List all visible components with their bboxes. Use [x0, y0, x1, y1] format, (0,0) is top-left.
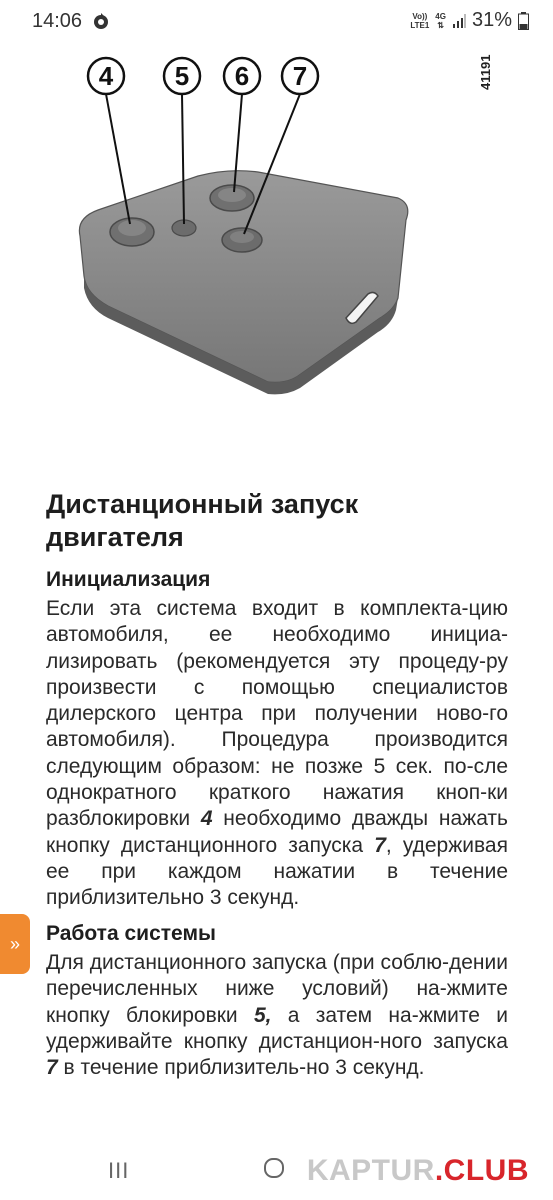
- title-line-2: двигателя: [46, 522, 184, 552]
- text-run: необходимо дважды нажать кнопку дистанционного запуска: [46, 807, 508, 857]
- status-indicators: [410, 9, 529, 32]
- button-reference: 4: [200, 807, 213, 831]
- callout-6: [224, 58, 260, 94]
- text-run: , удерживая ее при каждом нажатии в течение приблизительно 3 секунд.: [46, 833, 508, 910]
- network-type-indicator: [435, 12, 446, 30]
- recent-apps-button[interactable]: III: [108, 1158, 130, 1183]
- volte-indicator: [410, 12, 429, 30]
- section-heading-initialization: Инициализация: [46, 568, 211, 591]
- section-text-operation: [46, 950, 508, 1081]
- callout-5-label: 5: [174, 61, 190, 91]
- text-run: Для дистанционного запуска (при соблю-дении перечисленных ниже условий) на-жмите кнопку блокировки: [46, 951, 508, 1027]
- figure-reference-number: 41191: [478, 54, 493, 90]
- text-run: Если эта система входит в комплекта-цию автомобиля, ее необходимо инициа-лизировать (рекомендуется эту процеду-ру произвести с помощью специалистов дилерского центра при получении ново-го автомобиля). Процедура производится следующим образом: не позже 5 сек. по-сле однократного краткого нажатия кноп-ки разблокировки: [46, 597, 508, 831]
- network-type: 4G: [435, 11, 446, 21]
- volte-bottom: LTE1: [410, 20, 430, 30]
- signal-icon: [452, 14, 466, 28]
- text-run: а затем на-жмите и удерживайте кнопку дистанцион-ного запуска: [46, 1003, 508, 1053]
- button-reference: 7: [46, 1056, 58, 1080]
- callout-4-label: 4: [98, 61, 114, 91]
- callout-5: [164, 58, 200, 94]
- double-chevron-icon: »: [9, 933, 20, 954]
- app-notification-icon: [92, 12, 110, 30]
- volte-top: Vo)): [412, 11, 428, 21]
- callout-4: [88, 58, 124, 94]
- navigation-bar: [0, 1140, 553, 1200]
- callout-6-label: 6: [234, 61, 250, 91]
- battery-icon: [518, 12, 529, 30]
- data-arrows-icon: ⇅: [437, 20, 444, 30]
- section-heading-operation: Работа системы: [46, 922, 216, 945]
- section-text-initialization: [46, 596, 508, 912]
- callout-7-label: 7: [292, 61, 308, 91]
- watermark-part-2: .CLUB: [434, 1154, 529, 1187]
- side-panel-toggle[interactable]: [0, 914, 30, 974]
- watermark-part-1: KAPTUR: [306, 1154, 435, 1187]
- button-reference: 5,: [253, 1003, 272, 1027]
- text-run: в течение приблизитель-но 3 секунд.: [57, 1056, 425, 1080]
- title-line-1: Дистанционный запуск: [46, 489, 359, 519]
- keycard-illustration: [28, 48, 528, 468]
- button-reference: 7: [374, 833, 386, 857]
- status-time: 14:06: [32, 10, 83, 32]
- callout-7: [282, 58, 318, 94]
- battery-percent: 31%: [471, 9, 512, 31]
- status-bar: [0, 0, 553, 44]
- site-watermark: [307, 1154, 529, 1188]
- home-button[interactable]: [263, 1157, 285, 1179]
- page-title: [46, 488, 506, 554]
